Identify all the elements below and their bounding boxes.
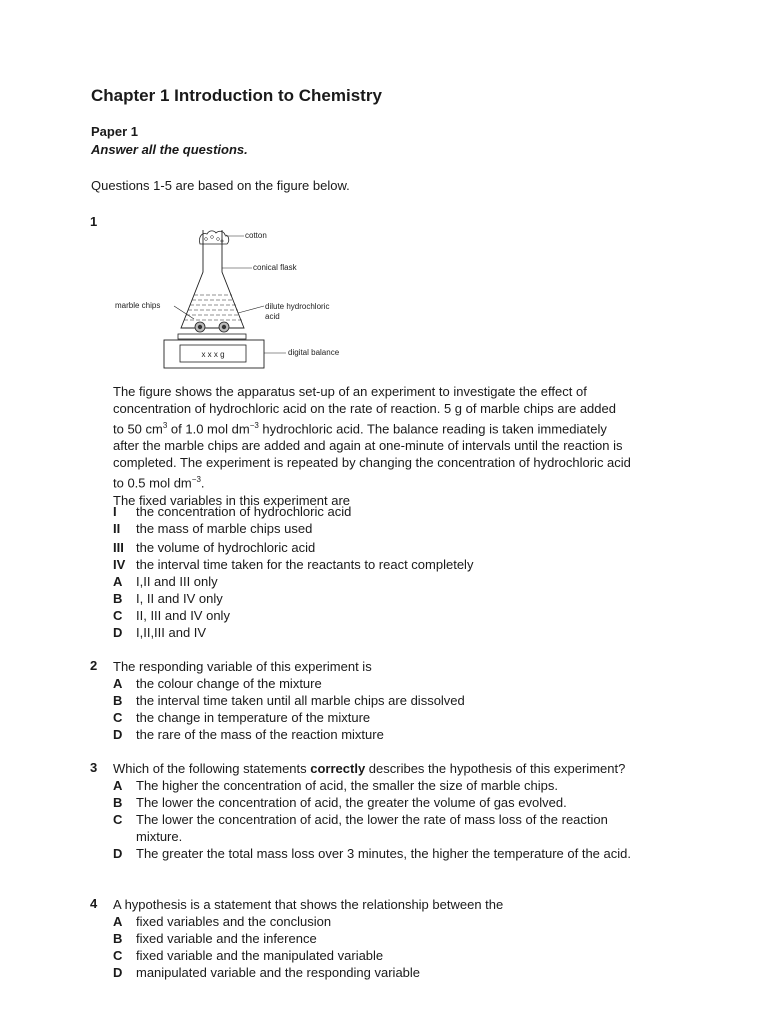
label-dilute-hcl: dilute hydrochloric xyxy=(265,302,330,311)
question-3-stem: Which of the following statements correctly describes the hypothesis of this experiment? xyxy=(113,761,626,776)
conical-flask xyxy=(181,230,244,328)
q2-option-a[interactable]: A the colour change of the mixture xyxy=(113,676,322,691)
label-conical-flask: conical flask xyxy=(253,263,297,272)
label-cotton: cotton xyxy=(245,231,267,240)
passage-line: to 50 $cm^3$ of 1.0 mol $dm^{-3}$ hydrochloric acid. The balance reading is taken immediately xyxy=(113,421,607,437)
passage-line: after the marble chips are added and again at one-minute of intervals until the reaction is xyxy=(113,438,623,454)
label-digital-balance: digital balance xyxy=(288,348,340,357)
q1-option-d[interactable]: D I,II,III and IV xyxy=(113,625,207,640)
q4-option-a[interactable]: A fixed variables and the conclusion xyxy=(113,914,332,929)
q1-option-c[interactable]: C II, III and IV only xyxy=(113,608,230,623)
paper-label: Paper 1 xyxy=(91,124,138,139)
balance-pan xyxy=(178,334,246,339)
statement-iv: IV the interval time taken for the reactants to react completely xyxy=(113,557,474,572)
instruction: Answer all the questions. xyxy=(91,142,248,157)
passage-line: completed. The experiment is repeated by changing the concentration of hydrochloric acid xyxy=(113,455,631,471)
q3-option-c[interactable]: C The lower the concentration of acid, the lower the rate of mass loss of the reaction mixture. xyxy=(113,812,608,844)
statement-ii: II the mass of marble chips used xyxy=(113,521,313,536)
apparatus-figure xyxy=(108,222,368,372)
label-marble-chips: marble chips xyxy=(115,301,161,310)
question-2-stem: The responding variable of this experiment is xyxy=(113,659,372,674)
q4-option-d[interactable]: D manipulated variable and the responding variable xyxy=(113,965,421,980)
q2-option-d[interactable]: D the rare of the mass of the reaction mixture xyxy=(113,727,384,742)
question-3-number: 3 xyxy=(90,760,98,775)
question-4-number: 4 xyxy=(90,896,98,911)
q2-option-c[interactable]: C the change in temperature of the mixture xyxy=(113,710,371,725)
q4-option-b[interactable]: B fixed variable and the inference xyxy=(113,931,317,946)
label-dilute-hcl-line2: acid xyxy=(265,312,280,321)
q4-option-c[interactable]: C fixed variable and the manipulated variable xyxy=(113,948,384,963)
question-2-number: 2 xyxy=(90,658,98,673)
balance-reading: x x x g xyxy=(201,350,225,359)
page-title: Chapter 1 Introduction to Chemistry xyxy=(91,86,382,105)
question-4-stem: A hypothesis is a statement that shows the relationship between the xyxy=(113,897,504,912)
cotton-plug xyxy=(199,231,228,244)
passage-line: to 0.5 mol $dm^{-3}$. xyxy=(113,475,205,491)
statement-i: I the concentration of hydrochloric acid xyxy=(113,504,352,519)
q2-option-b[interactable]: B the interval time taken until all marble chips are dissolved xyxy=(113,693,465,708)
passage-line: concentration of hydrochloric acid on the rate of reaction. 5 g of marble chips are added xyxy=(113,401,616,416)
question-1-stem: The fixed variables in this experiment are xyxy=(113,492,351,508)
q3-option-b[interactable]: B The lower the concentration of acid, the greater the volume of gas evolved. xyxy=(113,795,567,810)
question-1-passage xyxy=(113,383,713,509)
based-on-note: Questions 1-5 are based on the figure below. xyxy=(91,178,350,193)
q1-option-b[interactable]: B I, II and IV only xyxy=(113,591,223,606)
q3-option-a[interactable]: A The higher the concentration of acid, the smaller the size of marble chips. xyxy=(113,778,558,793)
q1-option-a[interactable]: A I,II and III only xyxy=(113,574,218,589)
question-1-number: 1 xyxy=(90,214,98,229)
marble-chips xyxy=(195,322,229,332)
statement-iii: III the volume of hydrochloric acid xyxy=(113,540,316,555)
q3-option-d[interactable]: D The greater the total mass loss over 3 minutes, the higher the temperature of the acid. xyxy=(113,846,631,861)
passage-line: The figure shows the apparatus set-up of an experiment to investigate the effect of xyxy=(113,384,587,399)
